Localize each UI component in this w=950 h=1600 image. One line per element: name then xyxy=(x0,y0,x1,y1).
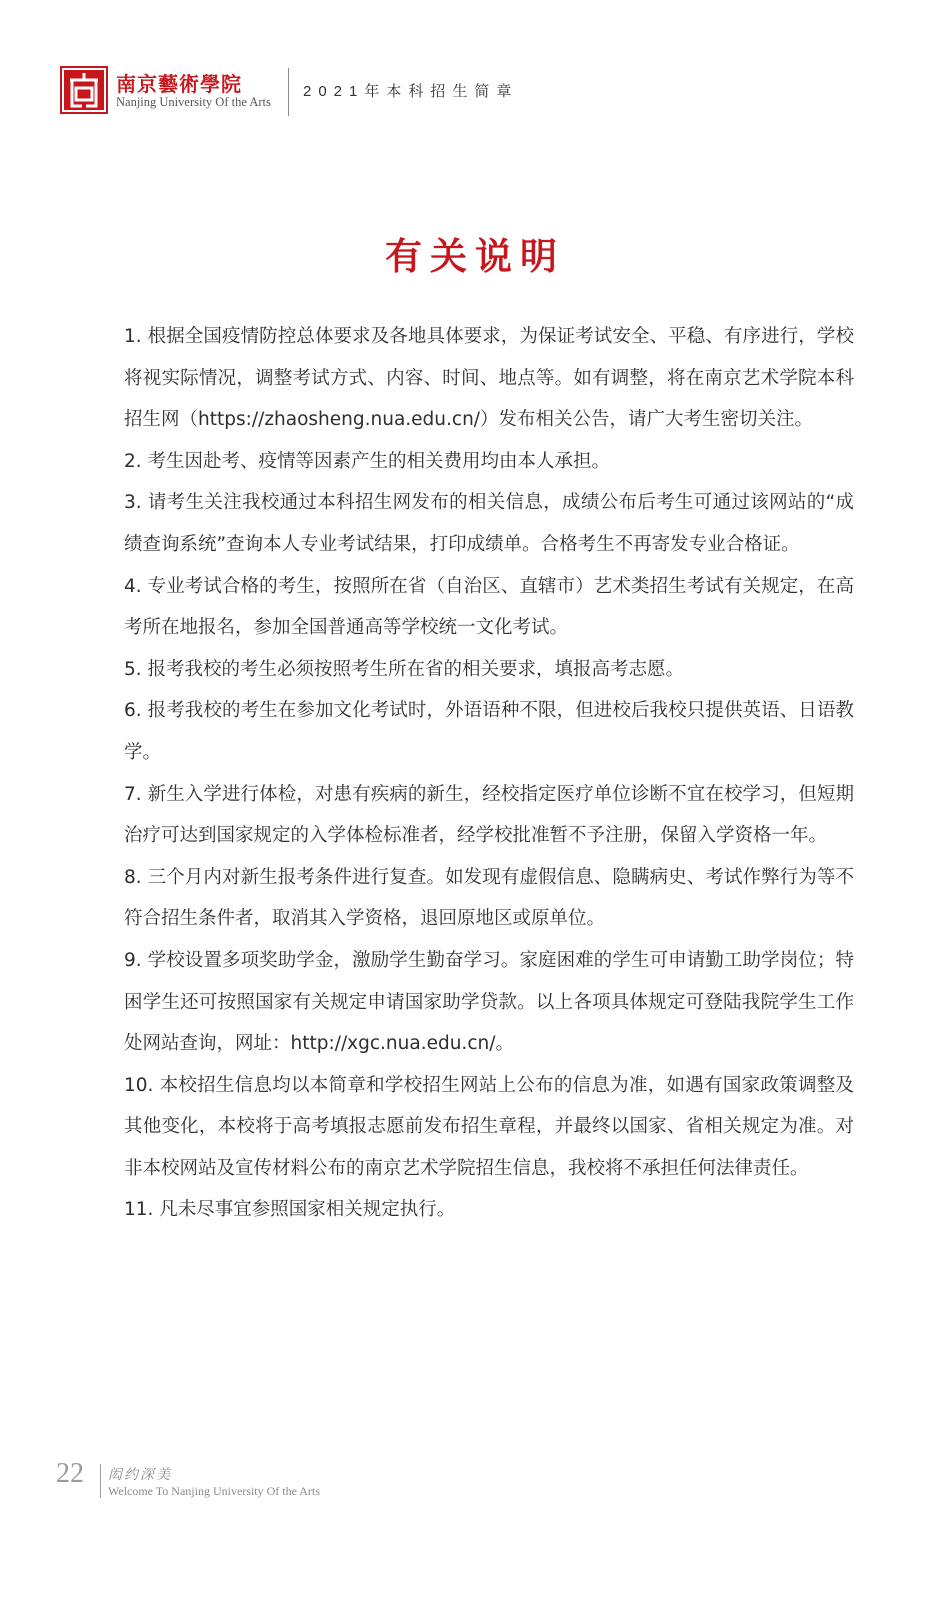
note-item: 7. 新生入学进行体检，对患有疾病的新生，经校指定医疗单位诊断不宜在校学习，但短期治疗可达到国家规定的入学体检标准者，经学校批准暂不予注册，保留入学资格一年。 xyxy=(124,783,854,847)
footer-slogan-en: Welcome To Nanjing University Of the Arts xyxy=(108,1484,320,1498)
note-item: 10. 本校招生信息均以本简章和学校招生网站上公布的信息为准，如遇有国家政策调整及其他变化，本校将于高考填报志愿前发布招生章程，并最终以国家、省相关规定为准。对非本校网站及宣传材料公布的南京艺术学院招生信息，我校将不承担任何法律责任。 xyxy=(124,1074,854,1179)
page-header xyxy=(60,64,890,118)
logo-name-en: Nanjing University Of the Arts xyxy=(116,95,271,109)
header-divider xyxy=(288,68,289,116)
note-item: 9. 学校设置多项奖助学金，激励学生勤奋学习。家庭困难的学生可申请勤工助学岗位；特困学生还可按照国家有关规定申请国家助学贷款。以上各项具体规定可登陆我院学生工作处网站查询，网址：http://xgc.nua.edu.cn/。 xyxy=(124,949,854,1055)
logo-name-cn: 南京藝術學院 xyxy=(116,72,242,96)
note-item: 1. 根据全国疫情防控总体要求及各地具体要求，为保证考试安全、平稳、有序进行，学校将视实际情况，调整考试方式、内容、时间、地点等。如有调整，将在南京艺术学院本科招生网（https://zhaosheng.nua.edu.cn/）发布相关公告，请广大考生密切关注。 xyxy=(124,326,854,431)
university-seal-logo-icon xyxy=(60,66,108,114)
note-item: 4. 专业考试合格的考生，按照所在省（自治区、直辖市）艺术类招生考试有关规定，在高考所在地报名，参加全国普通高等学校统一文化考试。 xyxy=(124,575,854,639)
note-item: 5. 报考我校的考生必须按照考生所在省的相关要求，填报高考志愿。 xyxy=(124,658,685,680)
note-item: 8. 三个月内对新生报考条件进行复查。如发现有虚假信息、隐瞒病史、考试作弊行为等不符合招生条件者，取消其入学资格，退回原地区或原单位。 xyxy=(124,866,854,930)
page-footer xyxy=(56,1458,476,1508)
footer-slogan-cn: 闳约深美 xyxy=(108,1467,172,1483)
note-item: 2. 考生因赴考、疫情等因素产生的相关费用均由本人承担。 xyxy=(124,450,611,472)
header-title: 2021年本科招生简章 xyxy=(303,83,519,100)
page-number: 22 xyxy=(56,1458,84,1489)
note-item: 3. 请考生关注我校通过本科招生网发布的相关信息，成绩公布后考生可通过该网站的“成绩查询系统”查询本人专业考试结果，打印成绩单。合格考生不再寄发专业合格证。 xyxy=(124,492,854,555)
page-title: 有关说明 xyxy=(385,234,565,278)
note-item: 11. 凡未尽事宜参照国家相关规定执行。 xyxy=(124,1199,456,1221)
notes-list xyxy=(124,316,854,1231)
note-item: 6. 报考我校的考生在参加文化考试时，外语语种不限，但进校后我校只提供英语、日语教学。 xyxy=(124,700,854,763)
footer-divider xyxy=(100,1464,101,1498)
